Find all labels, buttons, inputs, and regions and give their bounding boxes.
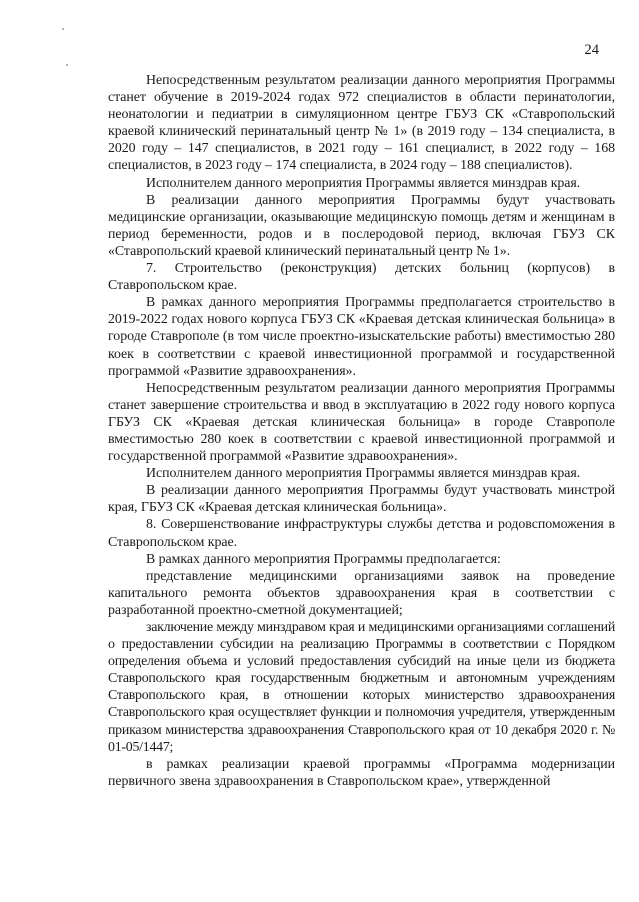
scan-speck — [66, 64, 68, 66]
paragraph-plan-intro: В рамках данного мероприятия Программы предполагается: — [146, 551, 501, 567]
page-number: 24 — [584, 42, 599, 58]
paragraph-participants: В реализации данного мероприятия Программы будут участвовать минстрой края, ГБУЗ СК «Краевая детская клиническая больница». — [108, 483, 615, 516]
paragraph-construction-plan: В рамках данного мероприятия Программы предполагается строительство в 2019-2022 годах нового корпуса ГБУЗ СК «Краевая детская клиническая больница» в городе Ставрополе (в том числе проектно-изыскательские работы) вместимостью 280 коек в соответствии с краевой инвестиционной программой и государственной программой «Развитие здравоохранения». — [108, 295, 615, 379]
paragraph-executor: Исполнителем данного мероприятия Программы является минздрав края. — [146, 175, 581, 191]
paragraph-construction-result: Непосредственным результатом реализации данного мероприятия Программы станет завершение строительства и ввод в эксплуатацию в 2022 году нового корпуса ГБУЗ СК «Краевая детская клиническая больница» в городе Ставрополе вместимостью 280 коек в соответствии с краевой инвестиционной программой и государственной программой «Развитие здравоохранения». — [108, 380, 615, 465]
paragraph-plan-item: представление медицинскими организациями заявок на проведение капитального ремонта объектов здравоохранения края в соответствии с разработанной проектно-сметной документацией; — [108, 568, 615, 618]
paragraph-training-result: Непосредственным результатом реализации данного мероприятия Программы станет обучение в 2019-2024 годах 972 специалистов в области перинатологии, неонатологии и педиатрии в симуляционном центре ГБУЗ СК «Ставропольский краевой клинический перинатальный центр № 1» (в 2019 году – 134 специалиста, в 2020 году – 147 специалистов, в 2021 году – 161 специалист, в 2022 году – 168 специалистов, в 2023 году – 174 специалиста, в 2024 году – 188 специалистов). — [108, 73, 615, 174]
scan-speck — [62, 28, 64, 30]
paragraph-plan-item: заключение между минздравом края и медицинскими организациями соглашений о предоставлении субсидии на реализацию Программы в соответствии с Порядком определения объема и условий предоставления субсидий на иные цели из бюджета Ставропольского края государственным бюджетным и автономным учреждениям Ставропольского края, в отношении которых министерство здравоохранения Ставропольского края осуществляет функции и полномочия учредителя, утвержденным приказом министерства здравоохранения Ставропольского края от 10 декабря 2020 г. № 01-05/1447; — [108, 620, 615, 755]
document-body — [108, 72, 615, 790]
section-heading-7: 7. Строительство (реконструкция) детских больниц (корпусов) в Ставропольском крае. — [108, 261, 615, 294]
section-heading-8: 8. Совершенствование инфраструктуры службы детства и родовспоможения в Ставропольском крае. — [108, 517, 615, 550]
paragraph-executor: Исполнителем данного мероприятия Программы является минздрав края. — [146, 466, 581, 482]
paragraph-plan-item: в рамках реализации краевой программы «Программа модернизации первичного звена здравоохранения в Ставропольском крае», утвержденной — [108, 756, 615, 789]
paragraph-participants: В реализации данного мероприятия Программы будут участвовать медицинские организации, оказывающие медицинскую помощь детям и женщинам в период беременности, родов и в послеродовой период, включая ГБУЗ СК «Ставропольский краевой клинический перинатальный центр № 1». — [108, 192, 615, 259]
